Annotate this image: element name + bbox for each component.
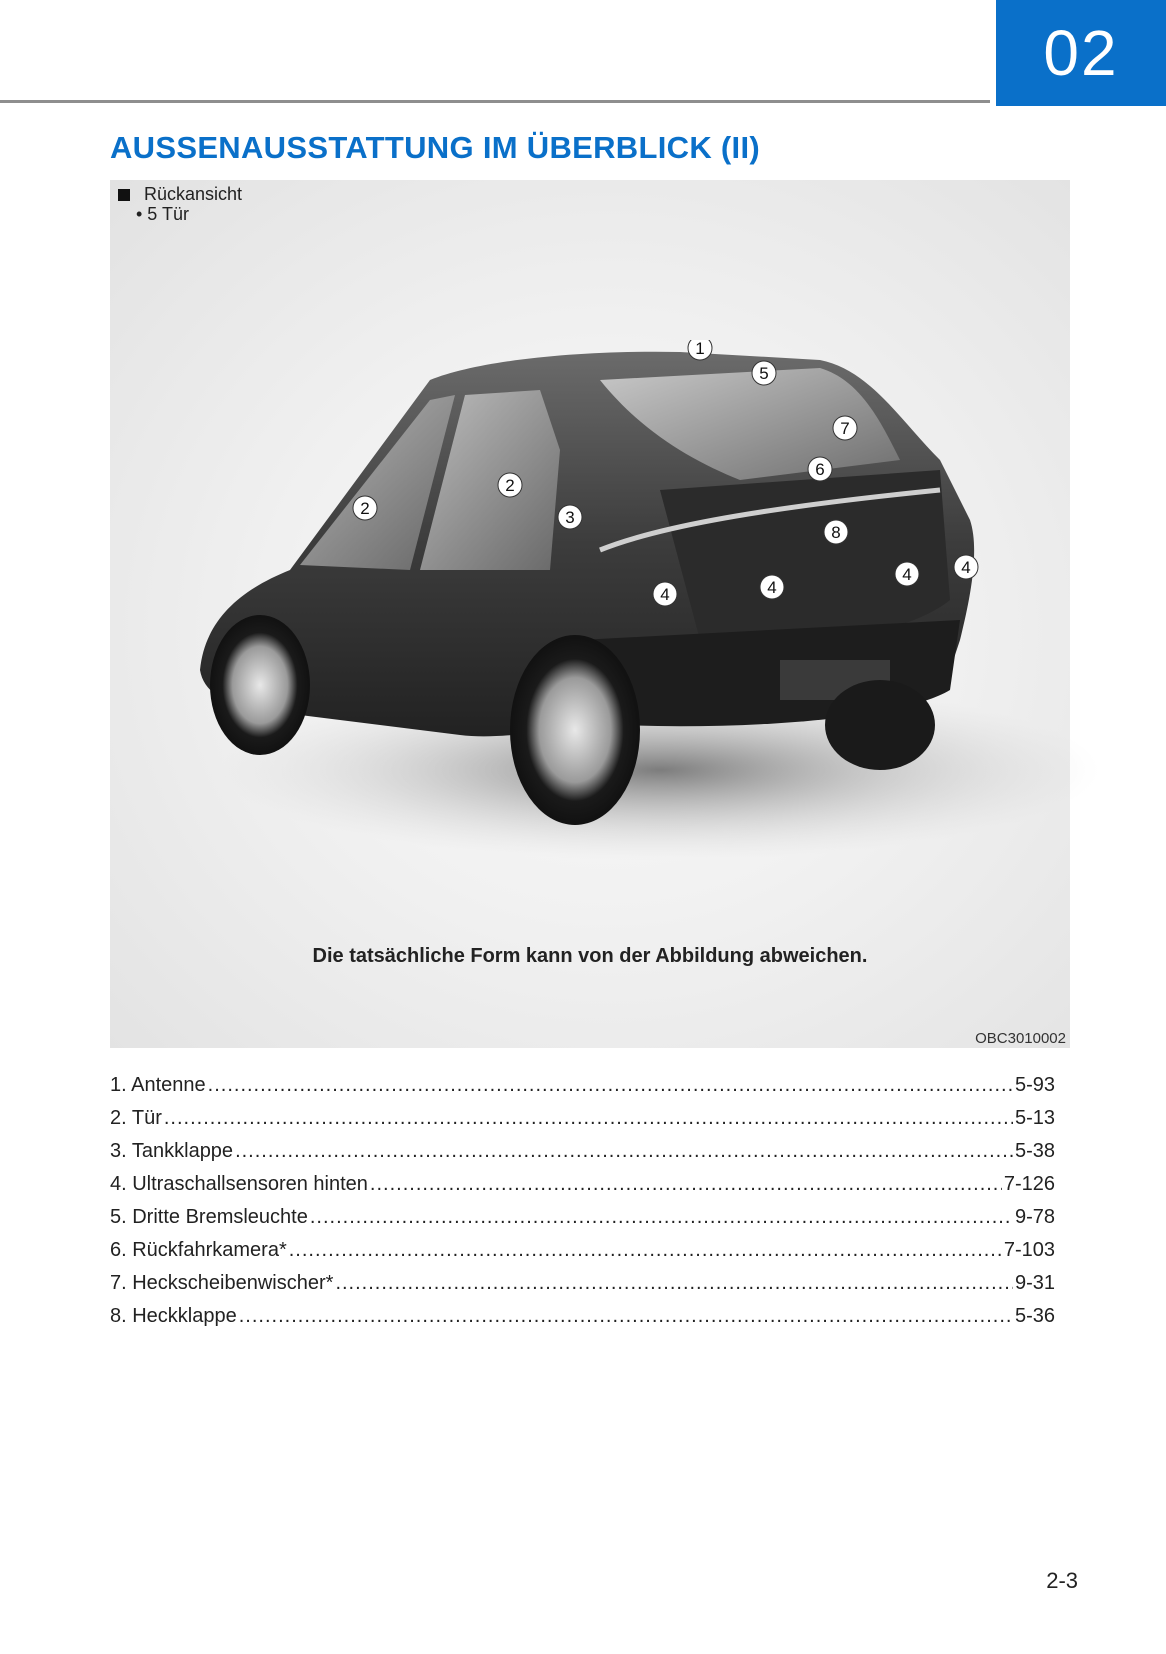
figure-code: OBC3010002: [975, 1030, 1066, 1047]
legend-item: [110, 1107, 1055, 1140]
legend-page-ref: 5-13: [1014, 1107, 1055, 1129]
legend-item: [110, 1074, 1055, 1107]
legend-page-ref: 5-38: [1014, 1140, 1055, 1162]
legend-page-ref: 5-36: [1014, 1305, 1055, 1327]
legend-label: 2. Tür: [110, 1107, 162, 1129]
leader-dots: [335, 1272, 1013, 1295]
legend-item: [110, 1173, 1055, 1206]
callout-4a: 4: [660, 585, 670, 604]
legend-item: [110, 1140, 1055, 1173]
leader-dots: [235, 1140, 1013, 1163]
callout-4b: 4: [767, 578, 777, 597]
legend-label: 7. Heckscheibenwischer*: [110, 1272, 334, 1294]
legend-label: 8. Heckklappe: [110, 1305, 237, 1327]
legend-item: [110, 1206, 1055, 1239]
legend-page-ref: 9-31: [1014, 1272, 1055, 1294]
legend-page-ref: 5-93: [1014, 1074, 1055, 1096]
car-rear-illustration: [180, 340, 1100, 900]
callout-4c: 4: [902, 565, 912, 584]
callout-3: 3: [565, 508, 575, 527]
leader-dots: [164, 1107, 1013, 1130]
callout-5: 5: [759, 364, 769, 383]
callout-1: 1: [695, 340, 705, 358]
leader-dots: [239, 1305, 1013, 1328]
figure-subheading: • 5 Tür: [136, 204, 189, 224]
header-rule: [0, 100, 990, 103]
legend-label: 5. Dritte Bremsleuchte: [110, 1206, 308, 1228]
page-title: AUSSENAUSSTATTUNG IM ÜBERBLICK (II): [110, 130, 760, 165]
leader-dots: [208, 1074, 1013, 1097]
callout-8: 8: [831, 523, 841, 542]
legend-label: 4. Ultraschallsensoren hinten: [110, 1173, 368, 1195]
legend-label: 1. Antenne: [110, 1074, 206, 1096]
figure-heading-text: Rückansicht: [144, 184, 243, 204]
callout-4d: 4: [961, 558, 971, 577]
chapter-tab: 02: [996, 0, 1166, 106]
legend-item: [110, 1239, 1055, 1272]
leader-dots: [289, 1239, 1002, 1262]
leader-dots: [310, 1206, 1013, 1229]
callout-6: 6: [815, 460, 825, 479]
legend-page-ref: 9-78: [1014, 1206, 1055, 1228]
legend-item: [110, 1305, 1055, 1338]
legend-label: 3. Tankklappe: [110, 1140, 234, 1162]
legend-list: [110, 1074, 1055, 1338]
leader-dots: [370, 1173, 1002, 1196]
callout-7: 7: [840, 419, 850, 438]
figure-panel: [110, 180, 1070, 1048]
legend-item: [110, 1272, 1055, 1305]
car-rear-view-icon: [180, 340, 1100, 900]
figure-heading: [118, 184, 242, 205]
legend-label: 6. Rückfahrkamera*: [110, 1239, 287, 1261]
legend-page-ref: 7-103: [1003, 1239, 1055, 1261]
page-number: 2-3: [1046, 1568, 1078, 1593]
callout-2a: 2: [360, 499, 370, 518]
square-bullet-icon: [118, 189, 130, 201]
callout-2b: 2: [505, 476, 515, 495]
legend-page-ref: 7-126: [1003, 1173, 1055, 1195]
figure-caption: Die tatsächliche Form kann von der Abbildung abweichen.: [312, 945, 868, 967]
